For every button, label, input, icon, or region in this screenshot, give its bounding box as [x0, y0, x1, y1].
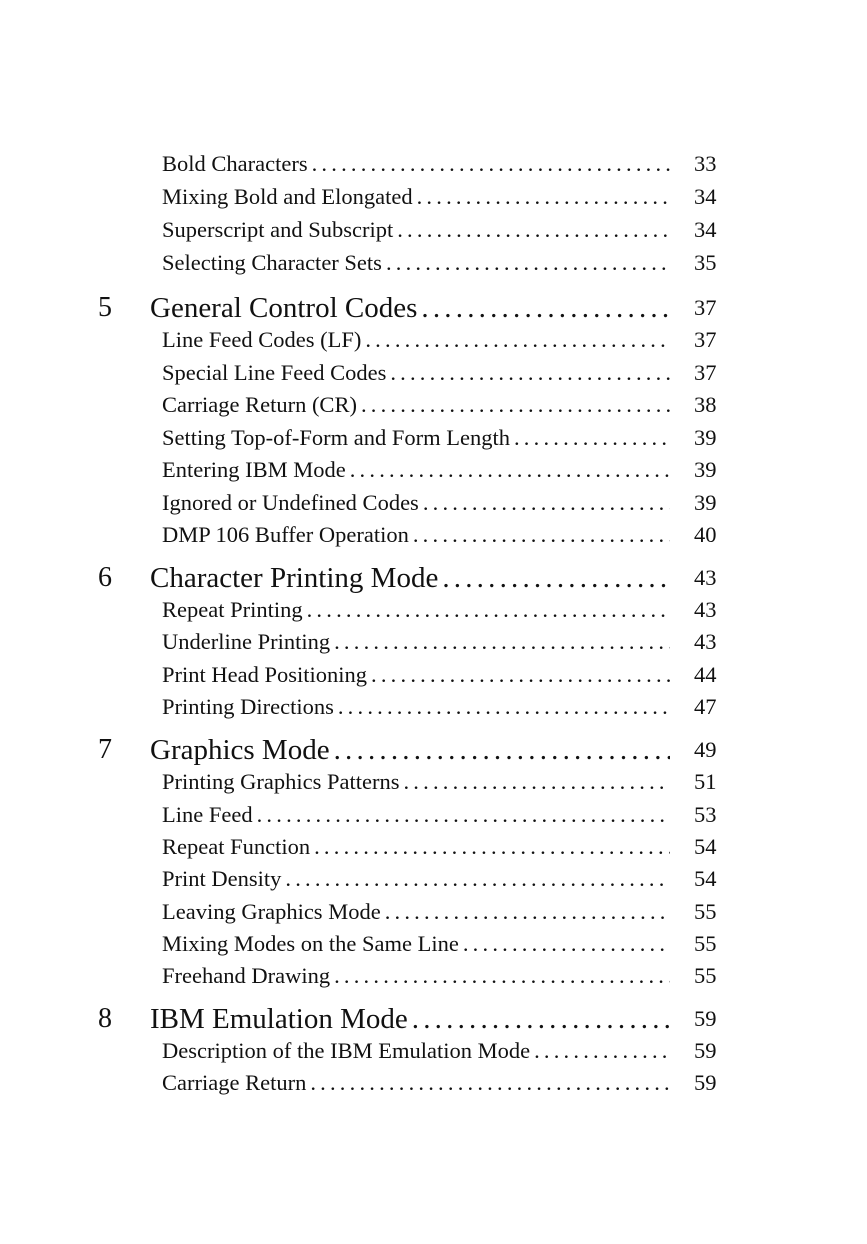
toc-section-row	[0, 248, 867, 278]
dot-leader	[361, 325, 670, 355]
toc-entry	[162, 325, 670, 355]
toc-section-row	[0, 864, 867, 894]
page-number: 47	[694, 694, 717, 719]
toc-entry	[162, 390, 670, 420]
section-title: Print Head Positioning	[162, 662, 368, 687]
toc-entry	[162, 149, 670, 179]
toc-entry	[150, 1004, 670, 1034]
page-number: 51	[694, 769, 717, 794]
section-title: Bold Characters	[162, 151, 308, 176]
chapter-title: IBM Emulation Mode	[150, 1004, 408, 1034]
page-number: 37	[694, 327, 717, 352]
toc-entry	[162, 767, 670, 797]
dot-leader	[459, 929, 670, 959]
section-title: Selecting Character Sets	[162, 250, 382, 275]
toc-section-row	[0, 358, 867, 388]
toc-section-row	[0, 455, 867, 485]
toc-entry	[150, 563, 670, 593]
toc-section-row	[0, 488, 867, 518]
page-number: 35	[694, 250, 717, 275]
toc-entry	[162, 358, 670, 388]
toc-section-row	[0, 325, 867, 355]
toc-section-row	[0, 832, 867, 862]
section-title: Printing Graphics Patterns	[162, 769, 400, 794]
dot-leader	[510, 423, 670, 453]
toc-entry	[162, 248, 670, 278]
chapter-number: 7	[98, 734, 112, 765]
toc-section-row	[0, 390, 867, 420]
toc-section-row	[0, 692, 867, 722]
section-title: Ignored or Undefined Codes	[162, 490, 419, 515]
dot-leader	[346, 455, 670, 485]
page-number: 59	[694, 1038, 717, 1063]
toc-section-row	[0, 1036, 867, 1066]
toc-section-row	[0, 1068, 867, 1098]
chapter-number: 5	[98, 292, 112, 323]
page-number: 44	[694, 662, 717, 687]
toc-entry	[162, 455, 670, 485]
toc-entry	[162, 488, 670, 518]
dot-leader	[281, 864, 670, 894]
toc-section-row	[0, 929, 867, 959]
toc-section-row	[0, 595, 867, 625]
toc-section-row	[0, 961, 867, 991]
page-number: 43	[694, 565, 717, 590]
dot-leader	[303, 595, 670, 625]
dot-leader	[409, 520, 670, 550]
toc-section-row	[0, 182, 867, 212]
toc-section-row	[0, 627, 867, 657]
dot-leader	[386, 358, 670, 388]
chapter-title: General Control Codes	[150, 293, 418, 323]
page-number: 40	[694, 522, 717, 547]
toc-chapter-row	[0, 563, 867, 593]
toc-entry	[162, 800, 670, 830]
dot-leader	[310, 832, 670, 862]
section-title: Setting Top-of-Form and Form Length	[162, 425, 510, 450]
section-title: Special Line Feed Codes	[162, 360, 387, 385]
section-title: Line Feed Codes (LF)	[162, 327, 362, 352]
chapter-title: Character Printing Mode	[150, 563, 439, 593]
toc-section-row	[0, 149, 867, 179]
page-number: 39	[694, 490, 717, 515]
page-number: 33	[694, 151, 717, 176]
toc-entry	[162, 215, 670, 245]
section-title: Carriage Return (CR)	[162, 392, 357, 417]
page-number: 59	[694, 1070, 717, 1095]
toc-section-row	[0, 215, 867, 245]
section-title: Mixing Bold and Elongated	[162, 184, 413, 209]
toc-entry	[162, 864, 670, 894]
page-number: 54	[694, 866, 717, 891]
page-number: 49	[694, 737, 717, 762]
section-title: Superscript and Subscript	[162, 217, 394, 242]
dot-leader	[417, 293, 670, 323]
page-number: 39	[694, 425, 717, 450]
toc-entry	[162, 897, 670, 927]
chapter-title: Graphics Mode	[150, 735, 330, 765]
section-title: Freehand Drawing	[162, 963, 331, 988]
dot-leader	[330, 961, 670, 991]
page-number: 37	[694, 295, 717, 320]
page-number: 53	[694, 802, 717, 827]
toc-entry	[162, 1068, 670, 1098]
page-number: 39	[694, 457, 717, 482]
toc-entry	[162, 832, 670, 862]
toc-entry	[162, 961, 670, 991]
dot-leader	[330, 735, 670, 765]
dot-leader	[413, 182, 670, 212]
dot-leader	[334, 692, 670, 722]
dot-leader	[408, 1004, 670, 1034]
toc-section-row	[0, 800, 867, 830]
dot-leader	[306, 1068, 670, 1098]
toc-entry	[162, 929, 670, 959]
page-number: 37	[694, 360, 717, 385]
toc-entry	[150, 293, 670, 323]
section-title: Mixing Modes on the Same Line	[162, 931, 459, 956]
dot-leader	[253, 800, 670, 830]
page-number: 34	[694, 217, 717, 242]
toc-entry	[162, 1036, 670, 1066]
toc-section-row	[0, 423, 867, 453]
toc-entry	[162, 520, 670, 550]
section-title: Entering IBM Mode	[162, 457, 346, 482]
toc-entry	[162, 660, 670, 690]
page-number: 59	[694, 1006, 717, 1031]
toc-entry	[162, 423, 670, 453]
chapter-number: 6	[98, 562, 112, 593]
toc-entry	[162, 182, 670, 212]
page-number: 55	[694, 931, 717, 956]
toc-section-row	[0, 767, 867, 797]
dot-leader	[357, 390, 670, 420]
toc-entry	[162, 627, 670, 657]
dot-leader	[530, 1036, 670, 1066]
dot-leader	[438, 563, 670, 593]
page-number: 55	[694, 899, 717, 924]
section-title: Description of the IBM Emulation Mode	[162, 1038, 531, 1063]
page-number: 55	[694, 963, 717, 988]
page-number: 34	[694, 184, 717, 209]
toc-chapter-row	[0, 735, 867, 765]
toc-chapter-row	[0, 1004, 867, 1034]
chapter-number: 8	[98, 1003, 112, 1034]
section-title: Line Feed	[162, 802, 253, 827]
toc-entry	[162, 595, 670, 625]
dot-leader	[330, 627, 670, 657]
toc-entry	[150, 735, 670, 765]
page-number: 43	[694, 629, 717, 654]
dot-leader	[419, 488, 670, 518]
page-number: 38	[694, 392, 717, 417]
section-title: Print Density	[162, 866, 282, 891]
section-title: Repeat Function	[162, 834, 311, 859]
dot-leader	[399, 767, 670, 797]
section-title: DMP 106 Buffer Operation	[162, 522, 409, 547]
toc-section-row	[0, 897, 867, 927]
dot-leader	[381, 897, 670, 927]
section-title: Underline Printing	[162, 629, 331, 654]
toc-section-row	[0, 520, 867, 550]
section-title: Printing Directions	[162, 694, 334, 719]
toc-section-row	[0, 660, 867, 690]
section-title: Carriage Return	[162, 1070, 307, 1095]
toc-entry	[162, 692, 670, 722]
section-title: Leaving Graphics Mode	[162, 899, 381, 924]
page-number: 43	[694, 597, 717, 622]
section-title: Repeat Printing	[162, 597, 303, 622]
dot-leader	[393, 215, 670, 245]
dot-leader	[367, 660, 670, 690]
toc-chapter-row	[0, 293, 867, 323]
dot-leader	[382, 248, 670, 278]
dot-leader	[308, 149, 670, 179]
page-number: 54	[694, 834, 717, 859]
